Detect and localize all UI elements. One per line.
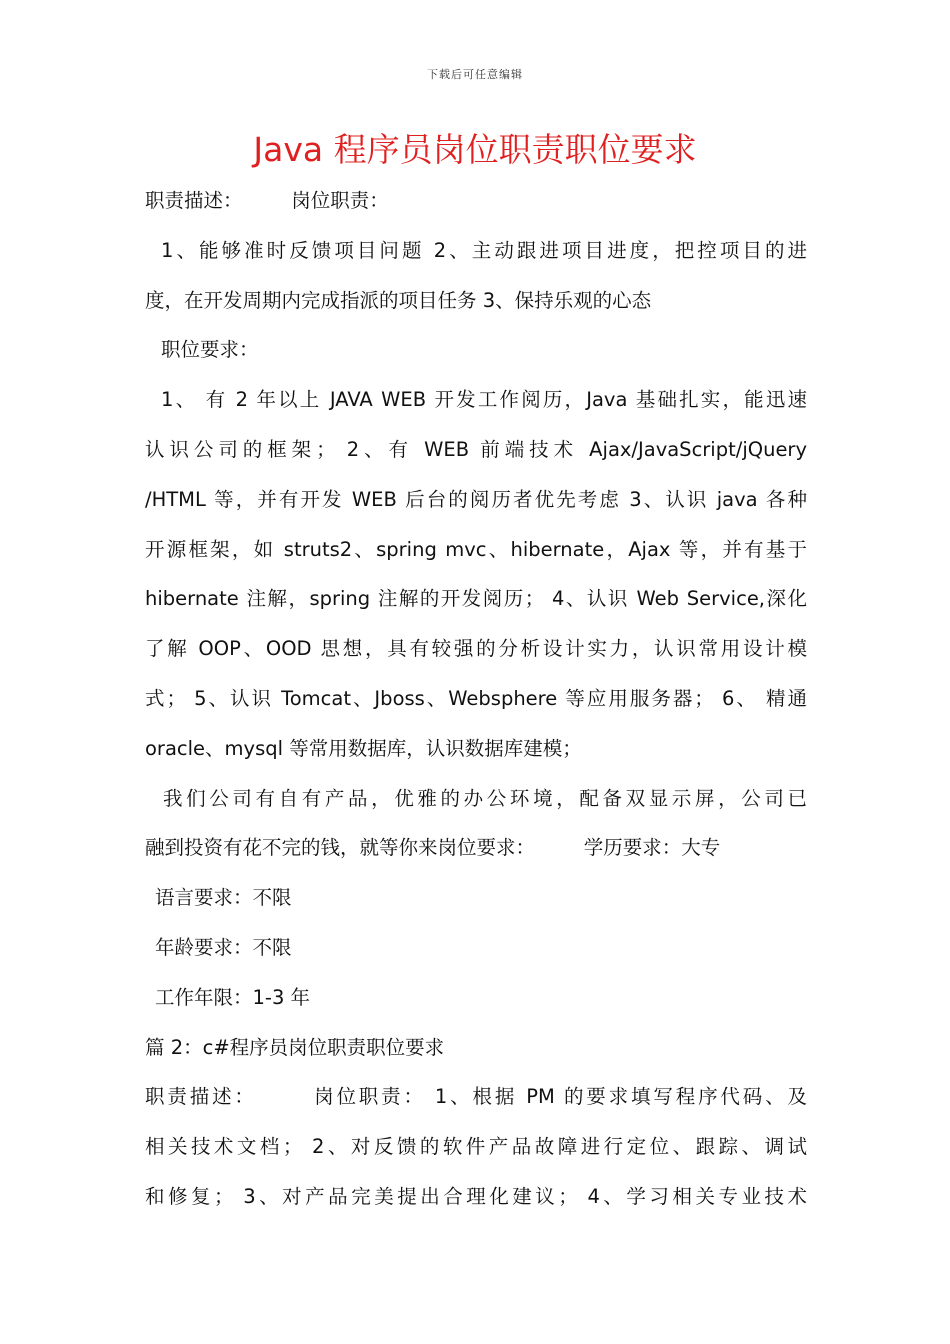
text-line: 和修复； 3、对产品完美提出合理化建议； 4、学习相关专业技术 bbox=[145, 1184, 807, 1208]
text-line: 我们公司有自有产品，优雅的办公环境，配备双显示屏，公司已 bbox=[163, 786, 807, 810]
document-body bbox=[145, 176, 807, 1222]
text-line: 职位要求： bbox=[161, 338, 259, 362]
text-line: 职责描述： 岗位职责： 1、根据 PM 的要求填写程序代码、及 bbox=[145, 1085, 807, 1109]
text-line: 工作年限：1-3 年 bbox=[155, 985, 311, 1009]
text-line: /HTML 等，并有开发 WEB 后台的阅历者优先考虑 3、认识 java 各种 bbox=[145, 487, 807, 511]
text-line: 年龄要求：不限 bbox=[155, 935, 292, 959]
text-line: 相关技术文档； 2、对反馈的软件产品故障进行定位、跟踪、调试 bbox=[145, 1135, 807, 1159]
text-line: 认识公司的框架； 2、有 WEB 前端技术 Ajax/JavaScript/jQuery bbox=[145, 437, 807, 461]
text-line: 语言要求：不限 bbox=[155, 886, 292, 910]
text-line: 职责描述： 岗位职责： bbox=[145, 189, 389, 212]
text-line: 1、能够准时反馈项目问题 2、主动跟进项目进度，把控项目的进 bbox=[161, 238, 807, 262]
text-line: 式； 5、认识 Tomcat、Jboss、Websphere 等应用服务器； 6、 精通 bbox=[145, 686, 807, 710]
text-line: hibernate 注解，spring 注解的开发阅历； 4、认识 Web Service,深化 bbox=[145, 587, 807, 611]
header-note: 下载后可任意编辑 bbox=[427, 68, 523, 81]
document-title: Java 程序员岗位职责职位要求 bbox=[253, 130, 697, 169]
text-line: oracle、mysql 等常用数据库，认识数据库建模； bbox=[145, 736, 582, 760]
text-line: 度，在开发周期内完成指派的项目任务 3、保持乐观的心态 bbox=[145, 288, 652, 312]
text-line: 篇 2：c#程序员岗位职责职位要求 bbox=[145, 1035, 445, 1059]
text-line: 融到投资有花不完的钱，就等你来岗位要求： 学历要求：大专 bbox=[145, 836, 721, 860]
text-line: 开源框架，如 struts2、spring mvc、hibernate，Ajax 等，并有基于 bbox=[145, 537, 807, 561]
text-line: 1、 有 2 年以上 JAVA WEB 开发工作阅历，Java 基础扎实，能迅速 bbox=[161, 388, 807, 412]
text-line: 了解 OOP、OOD 思想，具有较强的分析设计实力，认识常用设计模 bbox=[145, 637, 807, 661]
